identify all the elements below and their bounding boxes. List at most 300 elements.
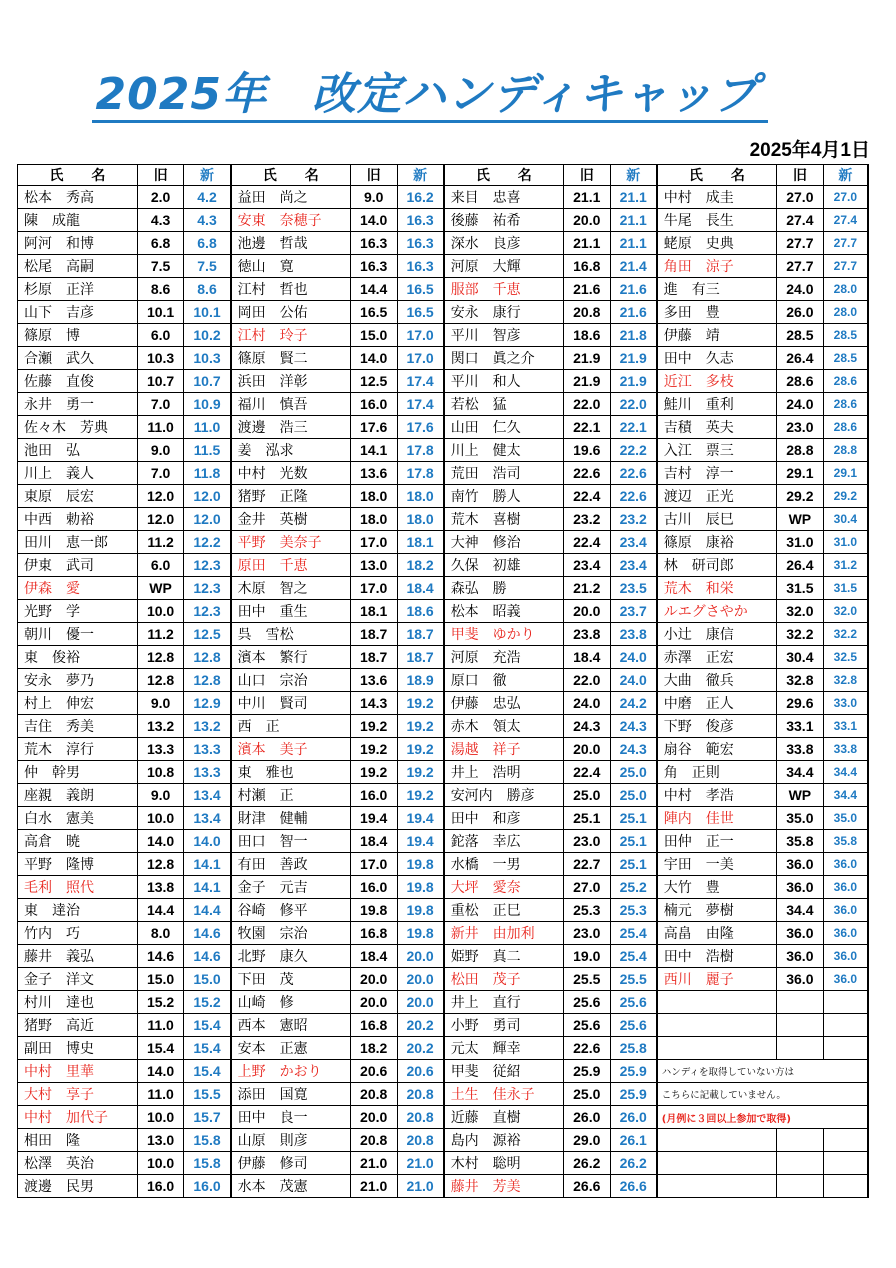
old-handicap: 26.0: [563, 1106, 610, 1129]
player-name: 吉村 淳一: [657, 462, 777, 485]
player-name: 松田 茂子: [444, 968, 564, 991]
player-name: 吉住 秀美: [18, 715, 138, 738]
note-text: こちらに記載していません。: [657, 1083, 868, 1106]
old-handicap: 11.0: [137, 1083, 184, 1106]
table-row: [18, 324, 869, 347]
old-handicap: 13.6: [350, 462, 397, 485]
old-handicap: 25.0: [563, 784, 610, 807]
old-handicap: 14.4: [137, 899, 184, 922]
header-new: 新: [397, 165, 444, 186]
new-handicap: 33.8: [823, 738, 868, 761]
old-handicap: 18.4: [350, 830, 397, 853]
header-name: 氏 名: [657, 165, 777, 186]
new-handicap: 27.7: [823, 255, 868, 278]
new-handicap: 14.6: [184, 922, 231, 945]
player-name: 大曲 徹兵: [657, 669, 777, 692]
new-handicap: 18.7: [397, 646, 444, 669]
old-handicap: 12.8: [137, 669, 184, 692]
old-handicap: 18.1: [350, 600, 397, 623]
table-body: [18, 186, 869, 1198]
empty-cell: [777, 1129, 824, 1152]
new-handicap: 29.1: [823, 462, 868, 485]
player-name: 原口 徹: [444, 669, 564, 692]
new-handicap: 36.0: [823, 876, 868, 899]
old-handicap: 18.7: [350, 623, 397, 646]
new-handicap: 13.3: [184, 761, 231, 784]
old-handicap: 21.6: [563, 278, 610, 301]
player-name: 関口 眞之介: [444, 347, 564, 370]
old-handicap: 9.0: [350, 186, 397, 209]
new-handicap: 13.3: [184, 738, 231, 761]
new-handicap: 13.4: [184, 807, 231, 830]
table-row: [18, 209, 869, 232]
player-name: 岡田 公佑: [231, 301, 351, 324]
header-new: 新: [184, 165, 231, 186]
new-handicap: 24.0: [610, 646, 657, 669]
player-name: 佐藤 直俊: [18, 370, 138, 393]
new-handicap: 21.9: [610, 370, 657, 393]
player-name: 大坪 愛奈: [444, 876, 564, 899]
old-handicap: 28.5: [777, 324, 824, 347]
old-handicap: 20.0: [350, 1106, 397, 1129]
old-handicap: 7.0: [137, 462, 184, 485]
player-name: 田仲 正一: [657, 830, 777, 853]
new-handicap: 19.8: [397, 853, 444, 876]
old-handicap: 25.6: [563, 991, 610, 1014]
player-name: 下野 俊彦: [657, 715, 777, 738]
new-handicap: 20.2: [397, 1037, 444, 1060]
new-handicap: 25.0: [610, 784, 657, 807]
old-handicap: 31.0: [777, 531, 824, 554]
player-name: 元太 輝幸: [444, 1037, 564, 1060]
player-name: 森弘 勝: [444, 577, 564, 600]
empty-cell: [823, 1175, 868, 1198]
header-old: 旧: [563, 165, 610, 186]
player-name: 姜 泓求: [231, 439, 351, 462]
player-name: 猪野 高近: [18, 1014, 138, 1037]
old-handicap: 21.2: [563, 577, 610, 600]
player-name: 水本 茂憲: [231, 1175, 351, 1198]
table-row: [18, 784, 869, 807]
table-row: [18, 554, 869, 577]
new-handicap: 20.8: [397, 1129, 444, 1152]
player-name: 田中 重生: [231, 600, 351, 623]
new-handicap: 15.4: [184, 1014, 231, 1037]
old-handicap: 25.5: [563, 968, 610, 991]
player-name: 松本 昭義: [444, 600, 564, 623]
old-handicap: 19.4: [350, 807, 397, 830]
player-name: 座親 義朗: [18, 784, 138, 807]
table-row: [18, 738, 869, 761]
old-handicap: 22.7: [563, 853, 610, 876]
old-handicap: 16.3: [350, 232, 397, 255]
new-handicap: 13.2: [184, 715, 231, 738]
player-name: 伊東 武司: [18, 554, 138, 577]
new-handicap: 28.0: [823, 278, 868, 301]
empty-cell: [657, 1014, 777, 1037]
old-handicap: 22.0: [563, 669, 610, 692]
new-handicap: 12.9: [184, 692, 231, 715]
old-handicap: 25.6: [563, 1014, 610, 1037]
table-row: [18, 485, 869, 508]
player-name: 益田 尚之: [231, 186, 351, 209]
old-handicap: 36.0: [777, 968, 824, 991]
old-handicap: 21.9: [563, 370, 610, 393]
player-name: 中西 勅裕: [18, 508, 138, 531]
old-handicap: 28.6: [777, 370, 824, 393]
new-handicap: 4.3: [184, 209, 231, 232]
player-name: 若松 猛: [444, 393, 564, 416]
old-handicap: 20.8: [350, 1129, 397, 1152]
old-handicap: 32.0: [777, 600, 824, 623]
player-name: 角 正則: [657, 761, 777, 784]
old-handicap: 13.0: [350, 554, 397, 577]
old-handicap: 6.8: [137, 232, 184, 255]
player-name: 扇谷 範宏: [657, 738, 777, 761]
title-underline: [92, 120, 768, 123]
new-handicap: 21.0: [397, 1152, 444, 1175]
old-handicap: 19.6: [563, 439, 610, 462]
table-row: [18, 462, 869, 485]
old-handicap: 32.2: [777, 623, 824, 646]
old-handicap: 26.6: [563, 1175, 610, 1198]
old-handicap: 22.1: [563, 416, 610, 439]
new-handicap: 15.7: [184, 1106, 231, 1129]
player-name: 中村 光数: [231, 462, 351, 485]
old-handicap: 32.8: [777, 669, 824, 692]
new-handicap: 11.0: [184, 416, 231, 439]
new-handicap: 25.1: [610, 807, 657, 830]
old-handicap: 25.3: [563, 899, 610, 922]
new-handicap: 18.9: [397, 669, 444, 692]
old-handicap: 20.0: [350, 968, 397, 991]
old-handicap: 7.5: [137, 255, 184, 278]
old-handicap: 12.0: [137, 508, 184, 531]
player-name: 平川 和人: [444, 370, 564, 393]
table-row: [18, 439, 869, 462]
new-handicap: 19.8: [397, 899, 444, 922]
old-handicap: 27.7: [777, 255, 824, 278]
new-handicap: 26.1: [610, 1129, 657, 1152]
player-name: 平野 隆博: [18, 853, 138, 876]
new-handicap: 16.0: [184, 1175, 231, 1198]
player-name: ルエグさやか: [657, 600, 777, 623]
new-handicap: 17.4: [397, 393, 444, 416]
new-handicap: 26.0: [610, 1106, 657, 1129]
old-handicap: 14.3: [350, 692, 397, 715]
new-handicap: 22.2: [610, 439, 657, 462]
old-handicap: 11.2: [137, 531, 184, 554]
player-name: 中村 孝浩: [657, 784, 777, 807]
new-handicap: 23.7: [610, 600, 657, 623]
new-handicap: 36.0: [823, 922, 868, 945]
player-name: 江村 玲子: [231, 324, 351, 347]
new-handicap: 34.4: [823, 784, 868, 807]
player-name: 東 俊裕: [18, 646, 138, 669]
old-handicap: 22.4: [563, 531, 610, 554]
table-row: [18, 186, 869, 209]
player-name: 篠原 賢二: [231, 347, 351, 370]
player-name: 山下 吉彦: [18, 301, 138, 324]
player-name: 荒木 喜樹: [444, 508, 564, 531]
new-handicap: 8.6: [184, 278, 231, 301]
player-name: 安永 康行: [444, 301, 564, 324]
old-handicap: 20.0: [563, 738, 610, 761]
player-name: 西本 憲昭: [231, 1014, 351, 1037]
table-row: [18, 830, 869, 853]
old-handicap: 16.8: [350, 1014, 397, 1037]
new-handicap: 21.1: [610, 186, 657, 209]
old-handicap: 11.0: [137, 1014, 184, 1037]
old-handicap: 22.4: [563, 485, 610, 508]
new-handicap: 16.3: [397, 232, 444, 255]
player-name: 有田 善政: [231, 853, 351, 876]
player-name: 仲 幹男: [18, 761, 138, 784]
old-handicap: 14.0: [137, 1060, 184, 1083]
header-new: 新: [823, 165, 868, 186]
old-handicap: 26.2: [563, 1152, 610, 1175]
table-row: [18, 1037, 869, 1060]
old-handicap: 30.4: [777, 646, 824, 669]
old-handicap: 31.5: [777, 577, 824, 600]
old-handicap: 10.8: [137, 761, 184, 784]
header-old: 旧: [777, 165, 824, 186]
empty-cell: [657, 1175, 777, 1198]
old-handicap: 20.0: [350, 991, 397, 1014]
table-row: [18, 347, 869, 370]
new-handicap: 16.5: [397, 301, 444, 324]
player-name: 牧園 宗治: [231, 922, 351, 945]
old-handicap: WP: [777, 784, 824, 807]
new-handicap: 28.0: [823, 301, 868, 324]
old-handicap: 8.6: [137, 278, 184, 301]
table-row: [18, 600, 869, 623]
old-handicap: 14.6: [137, 945, 184, 968]
player-name: 福川 慎吾: [231, 393, 351, 416]
table-row: [18, 508, 869, 531]
player-name: 西川 麗子: [657, 968, 777, 991]
old-handicap: 18.0: [350, 485, 397, 508]
old-handicap: 23.0: [563, 922, 610, 945]
new-handicap: 19.2: [397, 761, 444, 784]
new-handicap: 18.0: [397, 485, 444, 508]
player-name: 伊藤 靖: [657, 324, 777, 347]
player-name: 松澤 英治: [18, 1152, 138, 1175]
old-handicap: 10.1: [137, 301, 184, 324]
player-name: 永井 勇一: [18, 393, 138, 416]
new-handicap: 10.9: [184, 393, 231, 416]
player-name: 田中 良一: [231, 1106, 351, 1129]
old-handicap: 33.1: [777, 715, 824, 738]
old-handicap: 23.8: [563, 623, 610, 646]
old-handicap: 13.0: [137, 1129, 184, 1152]
new-handicap: 18.1: [397, 531, 444, 554]
player-name: 近江 多枝: [657, 370, 777, 393]
old-handicap: 24.0: [563, 692, 610, 715]
new-handicap: 12.3: [184, 554, 231, 577]
player-name: 甲斐 ゆかり: [444, 623, 564, 646]
new-handicap: 21.0: [397, 1175, 444, 1198]
new-handicap: 20.0: [397, 968, 444, 991]
player-name: 藤井 義弘: [18, 945, 138, 968]
old-handicap: 26.4: [777, 347, 824, 370]
empty-cell: [823, 991, 868, 1014]
old-handicap: 6.0: [137, 324, 184, 347]
player-name: 安東 奈穂子: [231, 209, 351, 232]
player-name: 小辻 康信: [657, 623, 777, 646]
table-row: [18, 715, 869, 738]
player-name: 牛尾 長生: [657, 209, 777, 232]
old-handicap: 10.0: [137, 807, 184, 830]
old-handicap: 10.0: [137, 1152, 184, 1175]
old-handicap: 21.1: [563, 232, 610, 255]
new-handicap: 17.8: [397, 439, 444, 462]
new-handicap: 19.8: [397, 922, 444, 945]
player-name: 谷崎 修平: [231, 899, 351, 922]
new-handicap: 24.3: [610, 738, 657, 761]
new-handicap: 25.6: [610, 1014, 657, 1037]
old-handicap: 23.0: [777, 416, 824, 439]
note-text: ハンディを取得していない方は: [657, 1060, 868, 1083]
new-handicap: 14.0: [184, 830, 231, 853]
new-handicap: 25.1: [610, 853, 657, 876]
player-name: 田川 恵一郎: [18, 531, 138, 554]
player-name: 徳山 寛: [231, 255, 351, 278]
player-name: 金子 洋文: [18, 968, 138, 991]
old-handicap: 15.0: [350, 324, 397, 347]
new-handicap: 35.8: [823, 830, 868, 853]
new-handicap: 15.4: [184, 1037, 231, 1060]
player-name: 金井 英樹: [231, 508, 351, 531]
new-handicap: 31.2: [823, 554, 868, 577]
old-handicap: 24.0: [777, 393, 824, 416]
new-handicap: 27.4: [823, 209, 868, 232]
new-handicap: 12.2: [184, 531, 231, 554]
new-handicap: 18.2: [397, 554, 444, 577]
old-handicap: 16.5: [350, 301, 397, 324]
player-name: 大村 享子: [18, 1083, 138, 1106]
new-handicap: 12.3: [184, 577, 231, 600]
old-handicap: 21.0: [350, 1152, 397, 1175]
player-name: 渡辺 正光: [657, 485, 777, 508]
table-row: [18, 853, 869, 876]
new-handicap: 31.5: [823, 577, 868, 600]
old-handicap: 12.8: [137, 853, 184, 876]
player-name: 後藤 祐希: [444, 209, 564, 232]
table-row: [18, 1060, 869, 1083]
old-handicap: 13.2: [137, 715, 184, 738]
old-handicap: 18.6: [563, 324, 610, 347]
player-name: 林 研司郎: [657, 554, 777, 577]
new-handicap: 25.4: [610, 945, 657, 968]
player-name: 鉈落 幸広: [444, 830, 564, 853]
player-name: 北野 康久: [231, 945, 351, 968]
table-row: [18, 646, 869, 669]
player-name: 阿河 和博: [18, 232, 138, 255]
old-handicap: 9.0: [137, 784, 184, 807]
old-handicap: 7.0: [137, 393, 184, 416]
new-handicap: 22.1: [610, 416, 657, 439]
new-handicap: 12.0: [184, 508, 231, 531]
player-name: 中村 里華: [18, 1060, 138, 1083]
new-handicap: 35.0: [823, 807, 868, 830]
new-handicap: 25.9: [610, 1083, 657, 1106]
new-handicap: 19.4: [397, 807, 444, 830]
old-handicap: 35.8: [777, 830, 824, 853]
old-handicap: 18.0: [350, 508, 397, 531]
old-handicap: 36.0: [777, 945, 824, 968]
old-handicap: 29.0: [563, 1129, 610, 1152]
old-handicap: 23.2: [563, 508, 610, 531]
new-handicap: 23.4: [610, 531, 657, 554]
new-handicap: 31.0: [823, 531, 868, 554]
old-handicap: 10.0: [137, 1106, 184, 1129]
player-name: 田中 久志: [657, 347, 777, 370]
old-handicap: 25.1: [563, 807, 610, 830]
player-name: 赤澤 正宏: [657, 646, 777, 669]
new-handicap: 23.4: [610, 554, 657, 577]
table-row: [18, 1152, 869, 1175]
new-handicap: 30.4: [823, 508, 868, 531]
old-handicap: 18.2: [350, 1037, 397, 1060]
player-name: 服部 千恵: [444, 278, 564, 301]
table-row: [18, 255, 869, 278]
player-name: 渡邊 民男: [18, 1175, 138, 1198]
old-handicap: 6.0: [137, 554, 184, 577]
player-name: 進 有三: [657, 278, 777, 301]
old-handicap: 34.4: [777, 899, 824, 922]
empty-cell: [777, 1152, 824, 1175]
old-handicap: 9.0: [137, 439, 184, 462]
new-handicap: 19.2: [397, 738, 444, 761]
table-row: [18, 1129, 869, 1152]
page-title: 2025年 改定ハンディキャップ: [95, 69, 759, 120]
old-handicap: 21.9: [563, 347, 610, 370]
new-handicap: 20.8: [397, 1106, 444, 1129]
new-handicap: 14.1: [184, 853, 231, 876]
new-handicap: 25.1: [610, 830, 657, 853]
player-name: 来目 忠喜: [444, 186, 564, 209]
old-handicap: 27.4: [777, 209, 824, 232]
old-handicap: 22.4: [563, 761, 610, 784]
new-handicap: 28.6: [823, 416, 868, 439]
old-handicap: 34.4: [777, 761, 824, 784]
old-handicap: 27.0: [563, 876, 610, 899]
new-handicap: 32.5: [823, 646, 868, 669]
player-name: 多田 豊: [657, 301, 777, 324]
old-handicap: 20.0: [563, 209, 610, 232]
player-name: 原田 千恵: [231, 554, 351, 577]
new-handicap: 36.0: [823, 945, 868, 968]
player-name: 山崎 修: [231, 991, 351, 1014]
player-name: 田中 浩樹: [657, 945, 777, 968]
player-name: 河原 充浩: [444, 646, 564, 669]
player-name: 深水 良彦: [444, 232, 564, 255]
new-handicap: 16.3: [397, 255, 444, 278]
header-name: 氏 名: [231, 165, 351, 186]
old-handicap: 15.4: [137, 1037, 184, 1060]
player-name: 古川 辰巳: [657, 508, 777, 531]
old-handicap: 18.7: [350, 646, 397, 669]
player-name: 村川 達也: [18, 991, 138, 1014]
new-handicap: 14.4: [184, 899, 231, 922]
table-row: [18, 807, 869, 830]
player-name: 篠原 博: [18, 324, 138, 347]
empty-cell: [777, 1014, 824, 1037]
player-name: 松本 秀高: [18, 186, 138, 209]
player-name: 中磨 正人: [657, 692, 777, 715]
old-handicap: 20.0: [563, 600, 610, 623]
